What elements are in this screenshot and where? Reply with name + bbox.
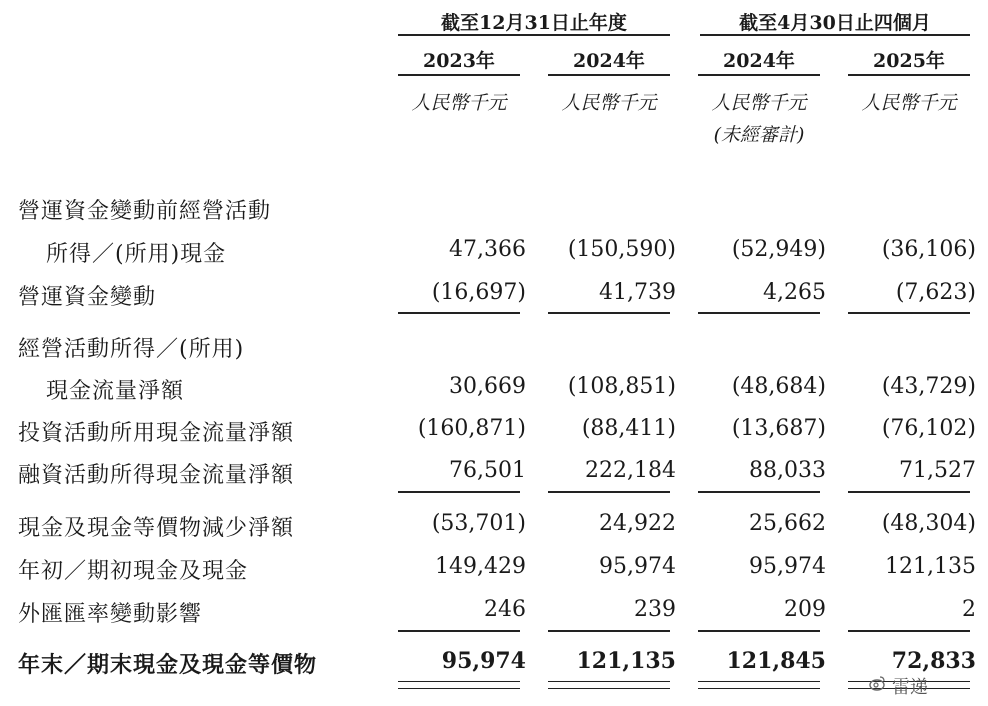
table-cell: 222,184 [585, 458, 676, 483]
table-cell: 95,974 [749, 554, 826, 579]
table-cell: (7,623) [895, 280, 976, 305]
subtotal-rule [848, 312, 970, 314]
table-cell: 4,265 [763, 280, 826, 305]
subtotal-rule [548, 312, 670, 314]
row-label: 營運資金變動前經營活動 [18, 199, 272, 224]
table-cell: 209 [784, 597, 826, 622]
table-cell: 95,974 [599, 554, 676, 579]
subtotal-rule [548, 630, 670, 632]
table-cell: (36,106) [881, 237, 976, 262]
row-label: 經營活動所得／(所用) [18, 337, 245, 362]
header-group-rule [700, 34, 970, 36]
table-cell: 47,366 [449, 237, 526, 262]
subtotal-rule [398, 630, 520, 632]
table-cell: (43,729) [881, 374, 976, 399]
table-cell: (13,687) [731, 416, 826, 441]
total-double-rule [548, 681, 670, 689]
total-double-rule [698, 681, 820, 689]
table-cell-total: 95,974 [441, 648, 526, 674]
table-cell: 88,033 [749, 458, 826, 483]
unit-label: 人民幣千元 [561, 92, 657, 114]
table-cell: (150,590) [567, 237, 676, 262]
year-header-rule [398, 74, 520, 76]
row-label: 所得／(所用)現金 [46, 242, 227, 267]
year-header: 2025年 [873, 50, 945, 72]
table-cell: 41,739 [599, 280, 676, 305]
table-cell: (88,411) [581, 416, 676, 441]
table-cell: 121,135 [885, 554, 976, 579]
table-cell: (52,949) [731, 237, 826, 262]
row-label: 年初／期初現金及現金 [18, 559, 249, 584]
table-cell: (48,684) [731, 374, 826, 399]
header-group-rule [398, 34, 670, 36]
subtotal-rule [398, 312, 520, 314]
subtotal-rule [848, 630, 970, 632]
subtotal-rule [398, 491, 520, 493]
weibo-logo-icon [868, 675, 886, 691]
year-header: 2024年 [723, 50, 795, 72]
table-cell-total: 121,135 [576, 648, 676, 674]
header-group-four-months: 截至4月30日止四個月 [739, 12, 931, 34]
table-cell: 149,429 [435, 554, 526, 579]
row-label: 融資活動所得現金流量淨額 [18, 463, 295, 488]
year-header: 2024年 [573, 50, 645, 72]
row-label: 投資活動所用現金流量淨額 [18, 421, 295, 446]
table-cell: 30,669 [449, 374, 526, 399]
table-cell: (16,697) [431, 280, 526, 305]
unaudited-label: (未經審計) [713, 124, 805, 146]
table-cell-total: 72,833 [891, 648, 976, 674]
table-cell: (53,701) [431, 511, 526, 536]
total-double-rule [398, 681, 520, 689]
subtotal-rule [698, 491, 820, 493]
table-cell-total: 121,845 [726, 648, 826, 674]
table-cell: 76,501 [449, 458, 526, 483]
subtotal-rule [548, 491, 670, 493]
table-cell: 2 [962, 597, 976, 622]
table-cell: 24,922 [599, 511, 676, 536]
unit-label: 人民幣千元 [711, 92, 807, 114]
row-label: 現金及現金等價物減少淨額 [18, 516, 295, 541]
year-header-rule [698, 74, 820, 76]
subtotal-rule [698, 312, 820, 314]
row-label: 營運資金變動 [18, 285, 157, 310]
year-header-rule [848, 74, 970, 76]
table-cell: 246 [484, 597, 526, 622]
table-cell: 71,527 [899, 458, 976, 483]
table-cell: (48,304) [881, 511, 976, 536]
table-cell: 25,662 [749, 511, 826, 536]
watermark-text: 雷递 [892, 677, 928, 698]
row-label: 現金流量淨額 [46, 379, 185, 404]
table-cell: (76,102) [881, 416, 976, 441]
row-label-total: 年末／期末現金及現金等價物 [18, 652, 318, 678]
unit-label: 人民幣千元 [861, 92, 957, 114]
table-cell: (108,851) [567, 374, 676, 399]
subtotal-rule [848, 491, 970, 493]
year-header: 2023年 [423, 50, 495, 72]
table-cell: 239 [634, 597, 676, 622]
subtotal-rule [698, 630, 820, 632]
table-cell: (160,871) [417, 416, 526, 441]
header-group-fiscal-year: 截至12月31日止年度 [441, 12, 627, 34]
year-header-rule [548, 74, 670, 76]
unit-label: 人民幣千元 [411, 92, 507, 114]
row-label: 外匯匯率變動影響 [18, 602, 203, 627]
